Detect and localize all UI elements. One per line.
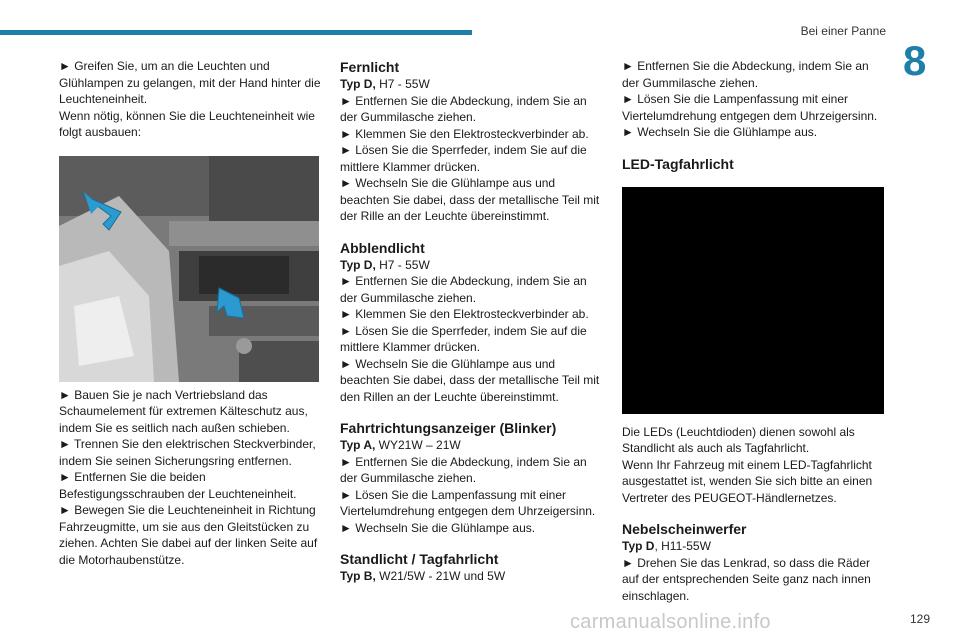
step-item: ► Wechseln Sie die Glühlampe aus.: [340, 520, 536, 535]
step-item: ► Lösen Sie die Lampenfassung mit einer Viertelumdrehung entgegen dem Uhrzeigersinn.: [340, 487, 596, 518]
bulb-type: [340, 437, 604, 454]
column-2: [340, 58, 604, 585]
bulb-type-value: , H11-55W: [654, 539, 711, 553]
step-item: ► Wechseln Sie die Glühlampe aus und beachten Sie dabei, dass der metallische Teil mit den Rillen an der Leuchte übereinstimmt.: [340, 356, 600, 404]
step-item: ► Entfernen Sie die beiden Befestigungsschrauben der Leuchteneinheit.: [59, 470, 297, 501]
bulb-type: [340, 76, 604, 93]
step-item: ► Entfernen Sie die Abdeckung, indem Sie an der Gummilasche ziehen.: [340, 454, 587, 485]
bulb-type-label: Typ D,: [340, 257, 376, 272]
intro-step: ► Greifen Sie, um an die Leuchten und Glühlampen zu gelangen, mit der Hand hinter die Leuchteneinheit.: [59, 59, 321, 106]
step-item: ► Lösen Sie die Sperrfeder, indem Sie auf die mittlere Klammer drücken.: [340, 323, 587, 354]
column-1: [59, 58, 321, 568]
heading-abblendlicht: Abblendlicht: [340, 239, 425, 256]
bulb-type-label: Typ B,: [340, 569, 376, 583]
led-note: Wenn Ihr Fahrzeug mit einem LED-Tagfahrlicht ausgestattet ist, wenden Sie sich bitte an einen Vertreter des PEUGEOT-Händlernetzes.: [622, 457, 873, 505]
bulb-type-value: WY21W – 21W: [375, 438, 461, 452]
step-item: ► Trennen Sie den elektrischen Steckverbinder, indem Sie seinen Sicherungsring entfernen.: [59, 437, 316, 468]
step-item: ► Entfernen Sie die Abdeckung, indem Sie an der Gummilasche ziehen.: [340, 274, 587, 305]
heading-led-tagfahrlicht: LED-Tagfahrlicht: [622, 155, 734, 172]
intro-note: Wenn nötig, können Sie die Leuchteneinheit wie folgt ausbauen:: [59, 108, 315, 139]
column-3: [622, 58, 886, 604]
heading-nebelscheinwerfer: Nebelscheinwerfer: [622, 521, 747, 537]
bulb-type: [340, 257, 604, 274]
step-item: ► Drehen Sie das Lenkrad, so dass die Räder auf der entsprechenden Seite ganz nach innen einschlagen.: [622, 555, 871, 603]
header-accent-bar: [0, 30, 472, 35]
step-item: ► Wechseln Sie die Glühlampe aus.: [622, 125, 818, 139]
page-number: 129: [909, 612, 930, 626]
bulb-type-value: W21/5W - 21W und 5W: [375, 569, 506, 583]
step-item: ► Entfernen Sie die Abdeckung, indem Sie an der Gummilasche ziehen.: [622, 59, 869, 90]
bulb-type-value: H7 - 55W: [375, 257, 430, 272]
bulb-type-label: Typ A,: [340, 438, 376, 452]
heading-fernlicht: Fernlicht: [340, 59, 400, 75]
step-item: ► Klemmen Sie den Elektrosteckverbinder ab.: [340, 307, 589, 321]
step-item: ► Bauen Sie je nach Vertriebsland das Schaumelement für extremen Kälteschutz aus, indem Sie es seitlich nach außen schieben.: [59, 387, 308, 435]
bulb-type-label: Typ D: [622, 539, 655, 553]
heading-standlicht: Standlicht / Tagfahrlicht: [340, 551, 499, 567]
step-item: ► Klemmen Sie den Elektrosteckverbinder ab.: [340, 126, 589, 141]
bulb-type-value: H7 - 55W: [375, 77, 430, 91]
bulb-type: [622, 538, 886, 555]
heading-blinker: Fahrtrichtungsanzeiger (Blinker): [340, 420, 557, 436]
headlight-photo: [59, 156, 319, 382]
step-item: ► Lösen Sie die Lampenfassung mit einer Viertelumdrehung entgegen dem Uhrzeigersinn.: [622, 92, 878, 123]
led-image-placeholder: [622, 187, 884, 414]
step-item: ► Bewegen Sie die Leuchteneinheit in Richtung Fahrzeugmitte, um sie aus den Gleitstücken zu ziehen. Achten Sie dabei auf der linken Seite auf die Motorhaubenstütze.: [59, 503, 318, 567]
step-item: ► Wechseln Sie die Glühlampe aus und beachten Sie dabei, dass der metallische Teil mit der Rille an der Leuchte übereinstimmt.: [340, 176, 600, 223]
bulb-type-label: Typ D,: [340, 77, 376, 91]
bulb-type: [340, 568, 604, 585]
section-title: Bei einer Panne: [800, 24, 886, 38]
watermark: carmanualsonline.info: [570, 611, 771, 633]
step-item: ► Entfernen Sie die Abdeckung, indem Sie an der Gummilasche ziehen.: [340, 93, 587, 124]
led-description: Die LEDs (Leuchtdioden) dienen sowohl als Standlicht als auch als Tagfahrlicht.: [622, 424, 855, 455]
step-item: ► Lösen Sie die Sperrfeder, indem Sie auf die mittlere Klammer drücken.: [340, 143, 587, 174]
chapter-number: 8: [903, 37, 927, 84]
